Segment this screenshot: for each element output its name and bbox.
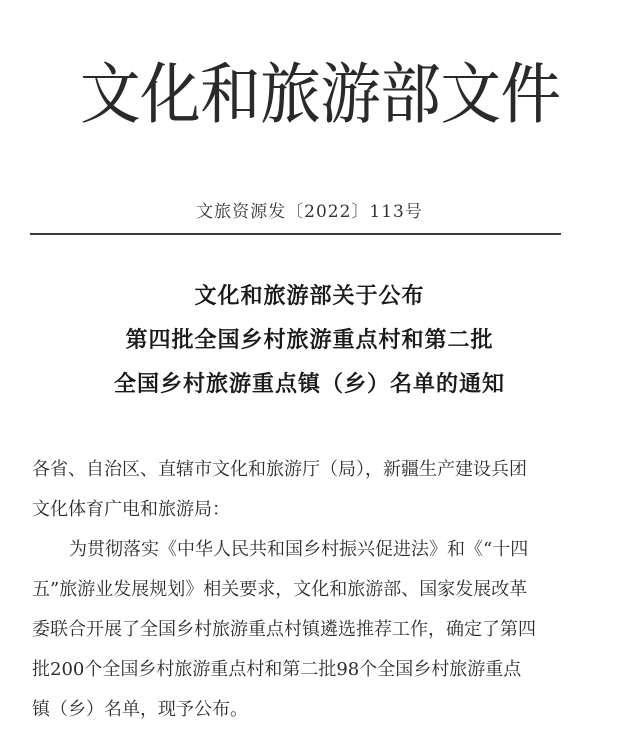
notice-title-line-2: 第四批全国乡村旅游重点村和第二批 (125, 328, 494, 353)
header-divider (30, 233, 561, 235)
document-header-title: 文化和旅游部文件 (80, 56, 561, 133)
body-line: 五”旅游业发展规划》相关要求，文化和旅游部、国家发展改革 (32, 579, 528, 600)
notice-title-line-1: 文化和旅游部关于公布 (194, 284, 425, 309)
notice-body (32, 450, 572, 730)
body-line-addressee-1: 各省、自治区、直辖市文化和旅游厅（局），新疆生产建设兵团 (32, 459, 527, 480)
notice-title (0, 275, 619, 407)
body-line: 镇（乡）名单，现予公布。 (32, 699, 248, 720)
body-line: 批200个全国乡村旅游重点村和第二批98个全国乡村旅游重点 (32, 659, 522, 680)
notice-title-line-3: 全国乡村旅游重点镇（乡）名单的通知 (113, 372, 505, 397)
body-line: 委联合开展了全国乡村旅游重点村镇遴选推荐工作，确定了第四 (32, 619, 536, 640)
body-line-addressee-2: 文化体育广电和旅游局： (32, 499, 230, 520)
body-line-paragraph-start: 为贯彻落实《中华人民共和国乡村振兴促进法》和《“十四 (69, 539, 529, 560)
document-number: 文旅资源发〔2022〕113号 (196, 202, 423, 222)
